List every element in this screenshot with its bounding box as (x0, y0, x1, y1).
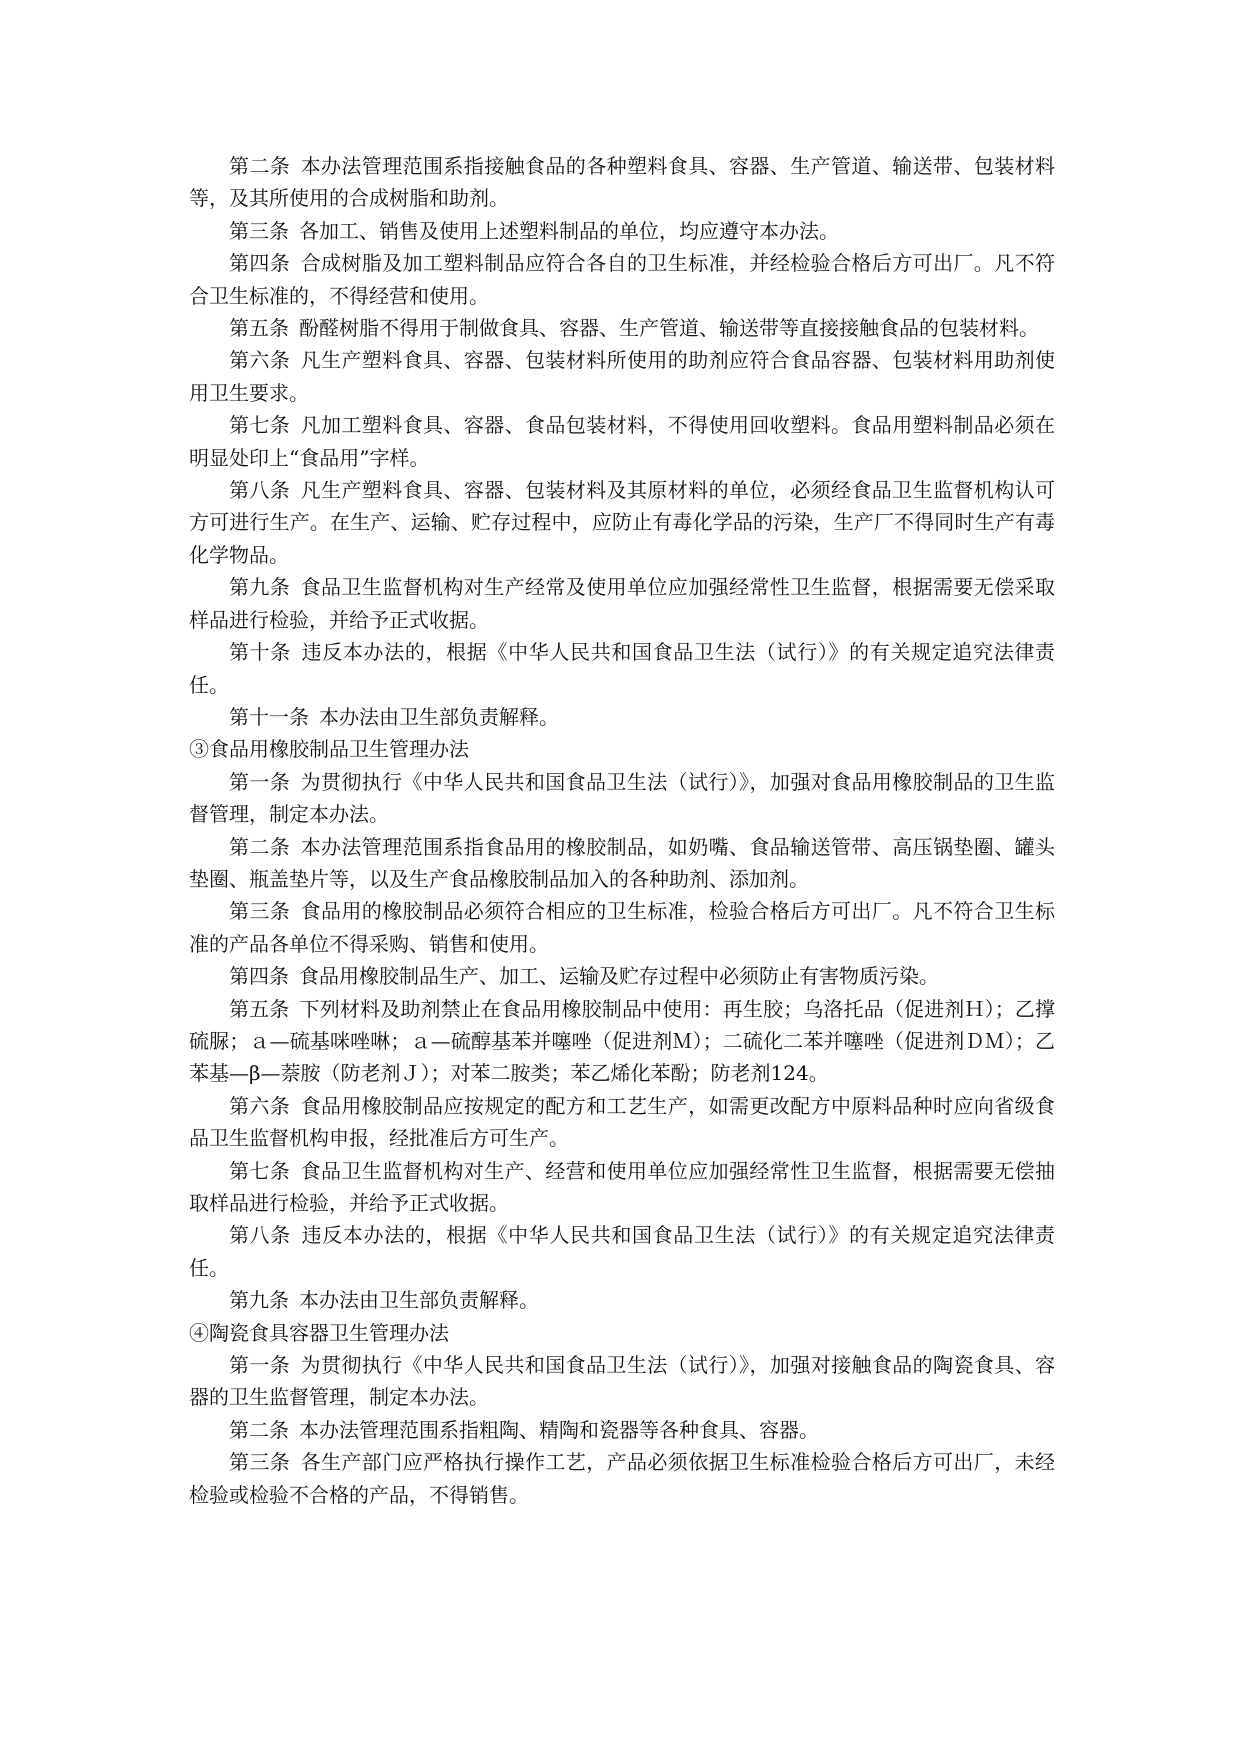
article-paragraph (189, 571, 1055, 636)
article-text: 下列材料及助剂禁止在食品用橡胶制品中使用：再生胶；乌洛托品（促进剂Ｈ）；乙撑硫脲；ａ—硫基咪唑啉；ａ—硫醇基苯并噻唑（促进剂Ｍ）；二硫化二苯并噻唑（促进剂ＤＭ）；乙苯基—β—萘胺（防老剂Ｊ）；对苯二胺类；苯乙烯化苯酚；防老剂124。 (189, 996, 1056, 1086)
article-paragraph (189, 993, 1055, 1090)
article-text: 凡加工塑料食具、容器、食品包装材料，不得使用回收塑料。食品用塑料制品必须在明显处印上“食品用”字样。 (189, 413, 1056, 470)
article-text: 食品用的橡胶制品必须符合相应的卫生标准，检验合格后方可出厂。凡不符合卫生标准的产品各单位不得采购、销售和使用。 (189, 899, 1056, 956)
article-paragraph (189, 312, 1055, 344)
article-text: 违反本办法的，根据《中华人民共和国食品卫生法（试行）》的有关规定追究法律责任。 (189, 1223, 1056, 1280)
article-paragraph (189, 1155, 1055, 1220)
article-number: 第三条 (229, 218, 289, 243)
article-text: 为贯彻执行《中华人民共和国食品卫生法（试行）》，加强对接触食品的陶瓷食具、容器的卫生监督管理，制定本办法。 (189, 1353, 1056, 1410)
article-paragraph (189, 409, 1055, 474)
section-heading: ③食品用橡胶制品卫生管理办法 (189, 737, 469, 762)
article-number: 第三条 (229, 1450, 291, 1475)
article-number: 第四条 (229, 251, 291, 276)
article-paragraph (189, 766, 1055, 831)
article-number: 第一条 (229, 1353, 291, 1378)
article-paragraph (189, 960, 1055, 992)
article-text: 各加工、销售及使用上述塑料制品的单位，均应遵守本办法。 (299, 218, 839, 243)
article-paragraph (189, 1219, 1055, 1284)
article-text: 本办法管理范围系指接触食品的各种塑料食具、容器、生产管道、输送带、包装材料等，及其所使用的合成树脂和助剂。 (189, 154, 1056, 211)
article-text: 本办法由卫生部负责解释。 (319, 704, 559, 729)
article-paragraph (189, 344, 1055, 409)
article-number: 第十一条 (229, 704, 309, 729)
article-number: 第二条 (229, 1417, 289, 1442)
article-text: 违反本办法的，根据《中华人民共和国食品卫生法（试行）》的有关规定追究法律责任。 (189, 640, 1056, 697)
article-number: 第九条 (229, 1288, 289, 1313)
article-number: 第五条 (229, 316, 289, 341)
article-paragraph (189, 1090, 1055, 1155)
article-text: 食品用橡胶制品生产、加工、运输及贮存过程中必须防止有害物质污染。 (299, 964, 939, 989)
article-number: 第一条 (229, 769, 291, 794)
article-paragraph (189, 474, 1055, 571)
article-number: 第八条 (229, 1223, 291, 1248)
article-text: 各生产部门应严格执行操作工艺，产品必须依据卫生标准检验合格后方可出厂，未经检验或检验不合格的产品，不得销售。 (189, 1450, 1056, 1507)
article-number: 第二条 (229, 154, 291, 178)
article-text: 食品卫生监督机构对生产经常及使用单位应加强经常性卫生监督，根据需要无偿采取样品进行检验，并给予正式收据。 (189, 575, 1056, 632)
article-text: 酚醛树脂不得用于制做食具、容器、生产管道、输送带等直接接触食品的包装材料。 (299, 316, 1039, 341)
article-text: 食品用橡胶制品应按规定的配方和工艺生产，如需更改配方中原料品种时应向省级食品卫生监督机构申报，经批准后方可生产。 (189, 1093, 1056, 1151)
article-paragraph (189, 701, 1055, 733)
article-number: 第六条 (229, 348, 291, 373)
article-number: 第九条 (229, 575, 291, 600)
article-paragraph (189, 1446, 1055, 1511)
article-number: 第八条 (229, 478, 291, 503)
article-number: 第三条 (229, 899, 291, 924)
article-paragraph (189, 636, 1055, 701)
article-paragraph (189, 215, 1055, 247)
article-paragraph (189, 150, 1055, 215)
article-text: 合成树脂及加工塑料制品应符合各自的卫生标准，并经检验合格后方可出厂。凡不符合卫生标准的，不得经营和使用。 (189, 251, 1056, 308)
article-number: 第二条 (229, 834, 291, 859)
article-number: 第七条 (229, 1158, 291, 1183)
article-text: 食品卫生监督机构对生产、经营和使用单位应加强经常性卫生监督，根据需要无偿抽取样品进行检验，并给予正式收据。 (189, 1158, 1056, 1215)
article-text: 本办法管理范围系指粗陶、精陶和瓷器等各种食具、容器。 (299, 1417, 819, 1442)
article-text: 为贯彻执行《中华人民共和国食品卫生法（试行）》，加强对食品用橡胶制品的卫生监督管理，制定本办法。 (189, 769, 1056, 827)
document-page (189, 150, 1055, 1511)
article-paragraph (189, 1284, 1055, 1316)
article-number: 第七条 (229, 413, 291, 438)
article-paragraph (189, 247, 1055, 312)
article-text: 本办法由卫生部负责解释。 (299, 1288, 539, 1313)
section-heading: ④陶瓷食具容器卫生管理办法 (189, 1320, 449, 1345)
article-paragraph (189, 1349, 1055, 1414)
article-number: 第五条 (229, 996, 290, 1021)
article-text: 凡生产塑料食具、容器、包装材料及其原材料的单位，必须经食品卫生监督机构认可方可进行生产。在生产、运输、贮存过程中，应防止有毒化学品的污染，生产厂不得同时生产有毒化学物品。 (189, 478, 1056, 567)
article-paragraph (189, 895, 1055, 960)
article-paragraph (189, 831, 1055, 896)
article-paragraph (189, 1414, 1055, 1446)
article-number: 第十条 (229, 640, 291, 665)
article-number: 第四条 (229, 964, 289, 989)
article-text: 凡生产塑料食具、容器、包装材料所使用的助剂应符合食品容器、包装材料用助剂使用卫生要求。 (189, 348, 1056, 405)
article-text: 本办法管理范围系指食品用的橡胶制品，如奶嘴、食品输送管带、高压锅垫圈、罐头垫圈、瓶盖垫片等，以及生产食品橡胶制品加入的各种助剂、添加剂。 (189, 834, 1056, 891)
article-number: 第六条 (229, 1093, 291, 1118)
